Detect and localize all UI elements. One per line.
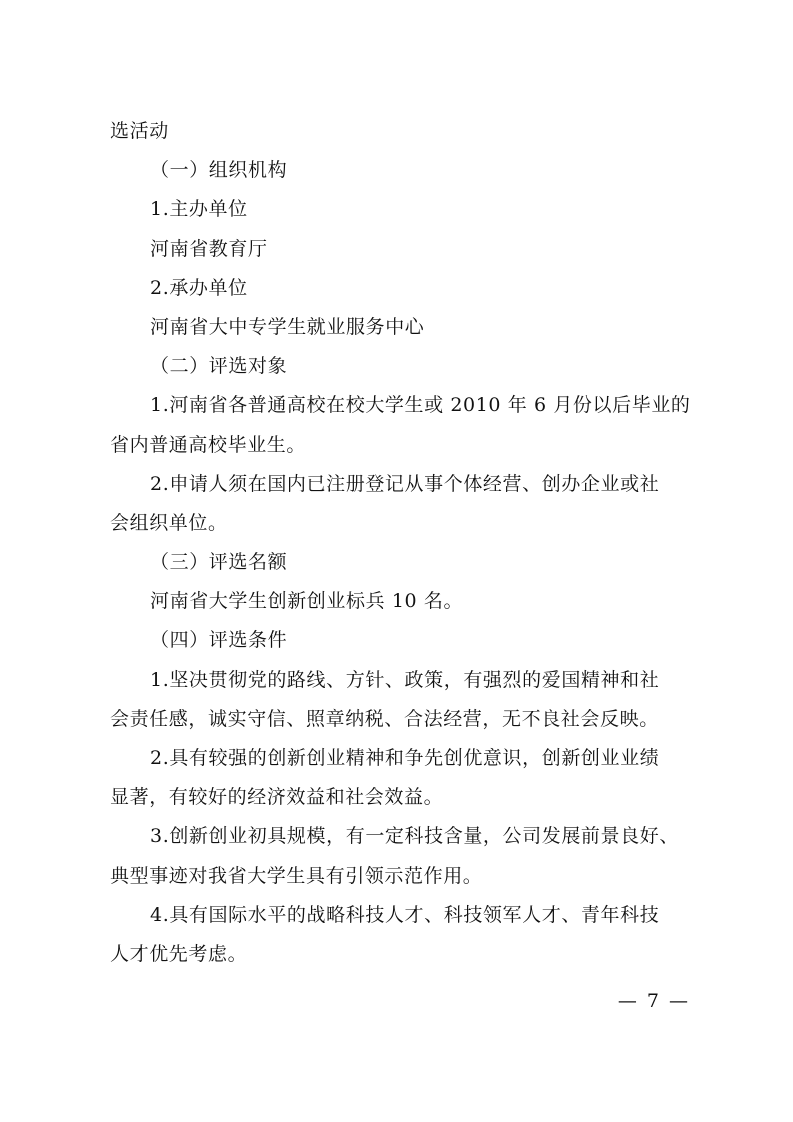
- document-body: [110, 112, 690, 974]
- section-heading-organization: （一）组织机构: [150, 159, 288, 182]
- section-heading-quota: （三）评选名额: [150, 551, 288, 574]
- paragraph-criteria-2-line-2: 显著，有较好的经济效益和社会效益。: [110, 786, 444, 809]
- paragraph-eligibility-1-line-2: 省内普通高校毕业生。: [110, 433, 307, 456]
- paragraph-eligibility-1-line-1: 1.河南省各普通高校在校大学生或 2010 年 6 月份以后毕业的: [150, 394, 691, 417]
- item-organizer-label: 2.承办单位: [150, 276, 248, 299]
- item-organizer-value: 河南省大中专学生就业服务中心: [150, 315, 425, 338]
- paragraph-criteria-1-line-2: 会责任感，诚实守信、照章纳税、合法经营，无不良社会反映。: [110, 707, 659, 730]
- paragraph-criteria-1-line-1: 1.坚决贯彻党的路线、方针、政策，有强烈的爱国精神和社: [150, 668, 660, 691]
- paragraph-quota: 河南省大学生创新创业标兵 10 名。: [150, 590, 464, 613]
- item-host-unit-label: 1.主办单位: [150, 198, 248, 221]
- section-heading-eligibility: （二）评选对象: [150, 355, 288, 378]
- continued-section-title: 选活动: [110, 120, 169, 142]
- paragraph-criteria-3-line-2: 典型事迹对我省大学生具有引领示范作用。: [110, 864, 483, 887]
- paragraph-criteria-4-line-1: 4.具有国际水平的战略科技人才、科技领军人才、青年科技: [150, 903, 660, 926]
- paragraph-eligibility-2-line-2: 会组织单位。: [110, 511, 228, 534]
- item-host-unit-value: 河南省教育厅: [150, 237, 268, 260]
- paragraph-criteria-3-line-1: 3.创新创业初具规模，有一定科技含量，公司发展前景良好、: [150, 825, 679, 848]
- section-heading-criteria: （四）评选条件: [150, 629, 288, 652]
- page-number: — 7 —: [617, 990, 690, 1012]
- paragraph-criteria-4-line-2: 人才优先考虑。: [110, 942, 248, 965]
- paragraph-criteria-2-line-1: 2.具有较强的创新创业精神和争先创优意识，创新创业业绩: [150, 747, 660, 769]
- paragraph-eligibility-2-line-1: 2.申请人须在国内已注册登记从事个体经营、创办企业或社: [150, 472, 660, 495]
